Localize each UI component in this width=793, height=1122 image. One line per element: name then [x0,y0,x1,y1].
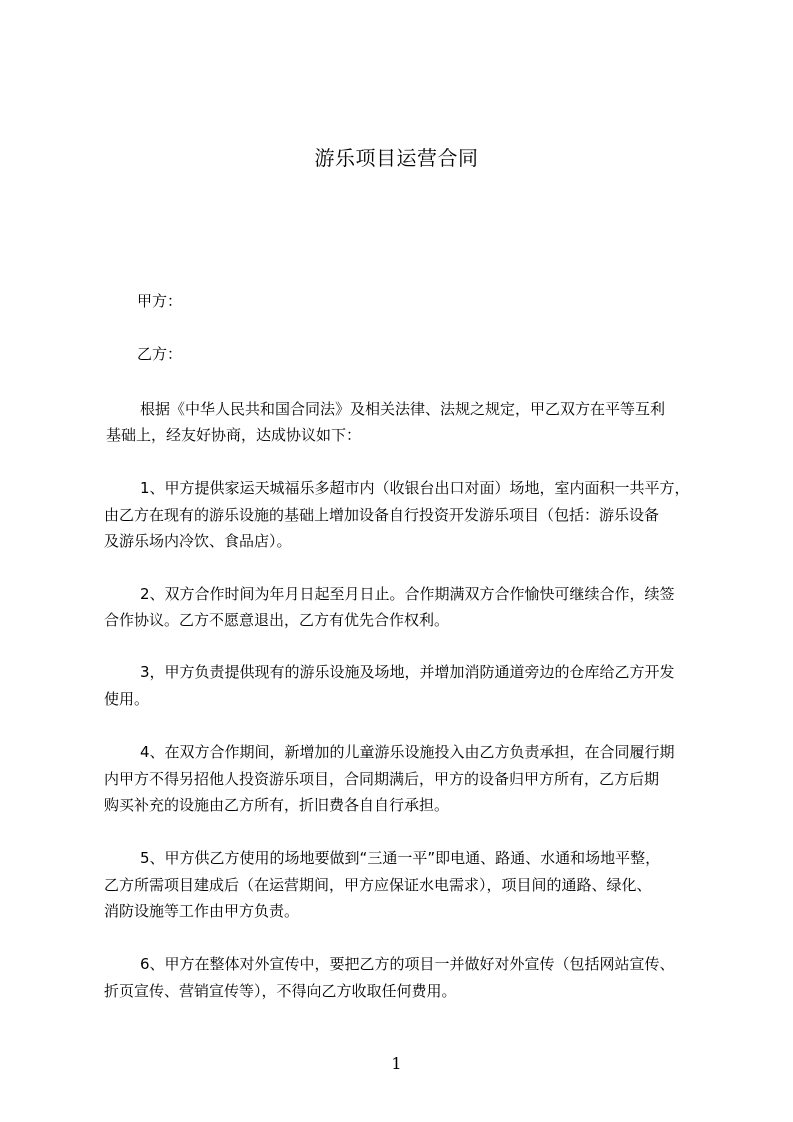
page-number: 1 [391,1054,402,1073]
document-title: 游乐项目运营合同 [314,146,479,170]
clause-4-line: 4、在双方合作期间，新增加的儿童游乐设施投入由乙方负责承担，在合同履行期 [140,743,675,761]
clause-5-line: 消防设施等工作由甲方负责。 [104,902,300,920]
party-a-label: 甲方： [137,292,183,310]
clause-6-line: 折页宣传、营销宣传等），不得向乙方收取任何费用。 [104,982,457,1000]
clause-6-line: 6、甲方在整体对外宣传中，要把乙方的项目一并做好对外宣传（包括网站宣传、 [140,955,675,973]
clause-2-line: 2、双方合作时间为年月日起至月日止。合作期满双方合作愉快可继续合作，续签 [140,585,675,603]
clause-1-line: 由乙方在现有的游乐设施的基础上增加设备自行投资开发游乐项目（包括：游乐设备 [104,506,660,524]
clause-5-line: 乙方所需项目建成后（在运营期间，甲方应保证水电需求），项目间的通路、绿化、 [104,876,652,894]
party-b-label: 乙方： [137,345,183,363]
clause-4-line: 内甲方不得另招他人投资游乐项目，合同期满后，甲方的设备归甲方所有，乙方后期 [104,770,660,788]
clause-1-line: 及游乐场内冷饮、食品店）。 [104,532,292,550]
clause-2-line: 合作协议。乙方不愿意退出，乙方有优先合作权利。 [104,611,450,629]
preamble-line: 根据《中华人民共和国合同法》及相关法律、法规之规定，甲乙双方在平等互利 [140,400,666,418]
clause-1-line: 1、甲方提供家运天城福乐多超市内（收银台出口对面）场地，室内面积一共平方， [140,479,690,497]
clause-5-line: 5、甲方供乙方使用的场地要做到“三通一平”即电通、路通、水通和场地平整， [140,849,661,867]
clause-3-line: 3，甲方负责提供现有的游乐设施及场地，并增加消防通道旁边的仓库给乙方开发 [140,663,675,681]
preamble-line: 基础上，经友好协商，达成协议如下： [106,426,362,444]
clause-4-line: 购买补充的设施由乙方所有，折旧费各自自行承担。 [104,796,450,814]
clause-3-line: 使用。 [104,690,150,708]
